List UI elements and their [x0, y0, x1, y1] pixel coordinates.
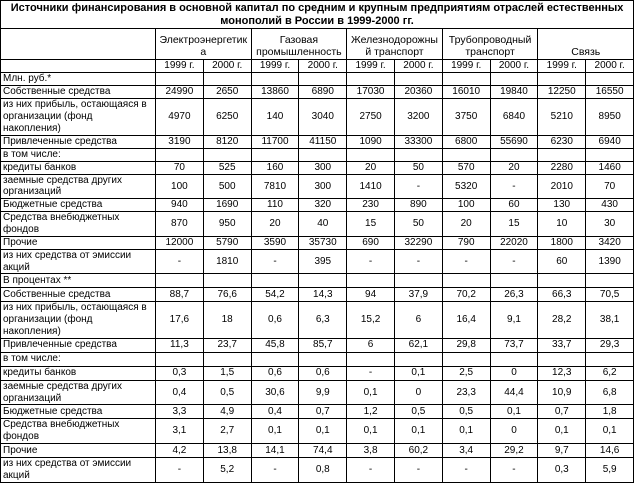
table-cell — [203, 148, 251, 161]
table-cell: 1800 — [538, 236, 586, 249]
table-cell: 1,2 — [347, 405, 395, 419]
year-header: 1999 г. — [347, 60, 395, 73]
table-cell: 0,1 — [442, 419, 490, 444]
section-header: Млн. руб.* — [1, 73, 156, 86]
table-cell: 2650 — [203, 86, 251, 99]
row-label: Прочие — [1, 236, 156, 249]
table-cell: 0,5 — [442, 405, 490, 419]
table-cell: 2750 — [347, 99, 395, 135]
table-cell: 3420 — [586, 236, 634, 249]
table-cell: 5,2 — [203, 458, 251, 483]
table-cell: 6,2 — [586, 366, 634, 380]
table-cell: 3040 — [299, 99, 347, 135]
table-cell: 30,6 — [251, 380, 299, 405]
table-cell: 66,3 — [538, 288, 586, 302]
table-cell: 6800 — [442, 135, 490, 148]
table-cell: - — [394, 458, 442, 483]
table-cell: 5790 — [203, 236, 251, 249]
table-cell: - — [442, 458, 490, 483]
row-label: Привлеченные средства — [1, 135, 156, 148]
table-cell: 320 — [299, 199, 347, 212]
table-cell: 29,2 — [490, 444, 538, 458]
table-cell: 300 — [299, 174, 347, 199]
table-cell: - — [490, 458, 538, 483]
table-cell: 41150 — [299, 135, 347, 148]
table-cell: 3,3 — [156, 405, 204, 419]
table-cell: - — [156, 458, 204, 483]
table-cell: 160 — [251, 161, 299, 174]
table-cell: 2,7 — [203, 419, 251, 444]
table-cell: 13860 — [251, 86, 299, 99]
table-cell: 14,3 — [299, 288, 347, 302]
table-cell: 20 — [442, 212, 490, 237]
table-cell: 9,9 — [299, 380, 347, 405]
year-header: 1999 г. — [538, 60, 586, 73]
table-row — [1, 161, 634, 174]
table-cell: 24990 — [156, 86, 204, 99]
table-row — [1, 86, 634, 99]
table-cell — [156, 352, 204, 366]
row-label: Привлеченные средства — [1, 338, 156, 352]
row-label: из них средства от эмиссии акций — [1, 249, 156, 274]
table-cell: 0 — [490, 419, 538, 444]
table-cell: 0,1 — [538, 419, 586, 444]
table-cell: 1090 — [347, 135, 395, 148]
table-cell: 6 — [394, 302, 442, 338]
table-cell — [586, 352, 634, 366]
table-cell: 0,1 — [490, 405, 538, 419]
row-label: в том числе: — [1, 148, 156, 161]
table-cell: 0,6 — [251, 302, 299, 338]
table-cell: - — [490, 249, 538, 274]
table-row — [1, 174, 634, 199]
table-cell — [156, 148, 204, 161]
table-cell: 0 — [490, 366, 538, 380]
empty-cell — [251, 274, 299, 288]
table-cell: 395 — [299, 249, 347, 274]
table-cell: 37,9 — [394, 288, 442, 302]
year-header: 2000 г. — [394, 60, 442, 73]
table-cell: 18 — [203, 302, 251, 338]
table-cell: - — [347, 249, 395, 274]
year-header: 1999 г. — [251, 60, 299, 73]
row-label: Бюджетные средства — [1, 199, 156, 212]
table-row — [1, 366, 634, 380]
year-header: 1999 г. — [442, 60, 490, 73]
table-cell: 15,2 — [347, 302, 395, 338]
table-cell: 23,7 — [203, 338, 251, 352]
table-cell: 6840 — [490, 99, 538, 135]
table-cell: 70,5 — [586, 288, 634, 302]
table-cell: 100 — [442, 199, 490, 212]
table-cell: 10 — [538, 212, 586, 237]
group-header-row — [1, 29, 634, 60]
row-label: в том числе: — [1, 352, 156, 366]
column-group-header-3: Трубопроводный транспорт — [442, 29, 538, 60]
empty-cell — [442, 274, 490, 288]
table-cell — [538, 352, 586, 366]
table-cell: 2,5 — [442, 366, 490, 380]
table-cell — [490, 352, 538, 366]
empty-cell — [203, 274, 251, 288]
row-label: Прочие — [1, 444, 156, 458]
row-label: Средства внебюджетных фондов — [1, 419, 156, 444]
row-label: из них прибыль, остающаяся в организации (фонд накопления) — [1, 302, 156, 338]
table-cell: 110 — [251, 199, 299, 212]
table-cell: 0,6 — [299, 366, 347, 380]
table-cell: 8950 — [586, 99, 634, 135]
empty-cell — [156, 274, 204, 288]
table-cell: 44,4 — [490, 380, 538, 405]
table-cell: 0,4 — [156, 380, 204, 405]
empty-cell — [299, 274, 347, 288]
table-row — [1, 236, 634, 249]
empty-cell — [299, 73, 347, 86]
table-cell: 60,2 — [394, 444, 442, 458]
table-cell: 0,1 — [299, 419, 347, 444]
table-row — [1, 135, 634, 148]
empty-cell — [394, 73, 442, 86]
table-cell: 20 — [251, 212, 299, 237]
table-cell — [442, 148, 490, 161]
table-cell: 14,1 — [251, 444, 299, 458]
table-cell: 130 — [538, 199, 586, 212]
table-cell: 22020 — [490, 236, 538, 249]
column-group-header-4: Связь — [538, 29, 634, 60]
table-cell: 0,1 — [347, 419, 395, 444]
section-header: В процентах ** — [1, 274, 156, 288]
empty-cell — [490, 73, 538, 86]
table-cell: 85,7 — [299, 338, 347, 352]
table-cell: 140 — [251, 99, 299, 135]
table-cell: 1810 — [203, 249, 251, 274]
table-cell: 20 — [347, 161, 395, 174]
table-cell — [442, 352, 490, 366]
table-cell: 2010 — [538, 174, 586, 199]
table-cell: 76,6 — [203, 288, 251, 302]
year-header: 1999 г. — [156, 60, 204, 73]
table-cell: - — [347, 458, 395, 483]
table-cell: 870 — [156, 212, 204, 237]
table-cell: 16010 — [442, 86, 490, 99]
table-cell: 9,1 — [490, 302, 538, 338]
table-cell: 62,1 — [394, 338, 442, 352]
table-row — [1, 405, 634, 419]
row-label: Собственные средства — [1, 288, 156, 302]
table-cell — [347, 352, 395, 366]
year-header: 2000 г. — [299, 60, 347, 73]
table-cell: - — [394, 249, 442, 274]
table-cell: 3,1 — [156, 419, 204, 444]
table-row — [1, 380, 634, 405]
row-label: Собственные средства — [1, 86, 156, 99]
table-cell: 4,2 — [156, 444, 204, 458]
table-row — [1, 338, 634, 352]
table-cell: 3190 — [156, 135, 204, 148]
table-cell: 12,3 — [538, 366, 586, 380]
table-row — [1, 302, 634, 338]
table-cell: 790 — [442, 236, 490, 249]
table-cell: 30 — [586, 212, 634, 237]
table-cell: 525 — [203, 161, 251, 174]
table-cell: 1690 — [203, 199, 251, 212]
table-cell: 11700 — [251, 135, 299, 148]
table-cell: 1410 — [347, 174, 395, 199]
table-cell: - — [251, 249, 299, 274]
table-cell: 300 — [299, 161, 347, 174]
table-cell — [251, 352, 299, 366]
table-cell: 5,9 — [586, 458, 634, 483]
table-cell — [347, 148, 395, 161]
table-cell: 0,6 — [251, 366, 299, 380]
table-cell: 60 — [538, 249, 586, 274]
table-body — [1, 73, 634, 482]
table-cell — [394, 148, 442, 161]
table-cell: 10,9 — [538, 380, 586, 405]
table-cell: 6250 — [203, 99, 251, 135]
table-cell: 7810 — [251, 174, 299, 199]
table-row — [1, 249, 634, 274]
table-cell: 15 — [490, 212, 538, 237]
table-cell: 690 — [347, 236, 395, 249]
table-cell: 32290 — [394, 236, 442, 249]
table-cell: 3200 — [394, 99, 442, 135]
table-cell: 29,3 — [586, 338, 634, 352]
table-cell: 16,4 — [442, 302, 490, 338]
table-cell: 0 — [394, 380, 442, 405]
table-cell: 60 — [490, 199, 538, 212]
table-cell: 3,8 — [347, 444, 395, 458]
table-cell: 6230 — [538, 135, 586, 148]
table-cell: 0,3 — [156, 366, 204, 380]
table-cell: 2280 — [538, 161, 586, 174]
corner-cell — [1, 29, 156, 60]
year-header-row — [1, 60, 634, 73]
table-cell — [538, 148, 586, 161]
table-cell: 16550 — [586, 86, 634, 99]
table-cell: 1,8 — [586, 405, 634, 419]
empty-cell — [203, 73, 251, 86]
table-cell: 1,5 — [203, 366, 251, 380]
table-cell: 94 — [347, 288, 395, 302]
table-cell — [490, 148, 538, 161]
empty-cell — [156, 73, 204, 86]
empty-cell — [538, 73, 586, 86]
table-row — [1, 99, 634, 135]
table-cell: 50 — [394, 161, 442, 174]
table-cell: 4,9 — [203, 405, 251, 419]
row-label: кредиты банков — [1, 366, 156, 380]
column-group-header-2: Железнодорожный транспорт — [347, 29, 443, 60]
row-label: из них прибыль, остающаяся в организации (фонд накопления) — [1, 99, 156, 135]
empty-cell — [394, 274, 442, 288]
table-cell: 500 — [203, 174, 251, 199]
table-cell: 13,8 — [203, 444, 251, 458]
table-cell: - — [156, 249, 204, 274]
table-cell: 11,3 — [156, 338, 204, 352]
empty-cell — [347, 73, 395, 86]
table-cell: 20360 — [394, 86, 442, 99]
row-label: Средства внебюджетных фондов — [1, 212, 156, 237]
table-cell: 70 — [586, 174, 634, 199]
section-header-row — [1, 274, 634, 288]
row-label: из них средства от эмиссии акций — [1, 458, 156, 483]
column-group-header-1: Газовая промышленность — [251, 29, 347, 60]
table-cell: 17,6 — [156, 302, 204, 338]
table-cell: 45,8 — [251, 338, 299, 352]
table-cell: 570 — [442, 161, 490, 174]
table-cell: 0,7 — [538, 405, 586, 419]
table-cell: 74,4 — [299, 444, 347, 458]
year-header: 2000 г. — [490, 60, 538, 73]
table-cell: - — [490, 174, 538, 199]
table-cell: 0,5 — [394, 405, 442, 419]
table-cell: 3750 — [442, 99, 490, 135]
table-cell: 6,8 — [586, 380, 634, 405]
table-cell: 50 — [394, 212, 442, 237]
table-cell: 1460 — [586, 161, 634, 174]
table-cell: 890 — [394, 199, 442, 212]
table-cell: 3,4 — [442, 444, 490, 458]
table-cell — [299, 352, 347, 366]
table-cell: - — [251, 458, 299, 483]
section-header-row — [1, 73, 634, 86]
table-cell — [394, 352, 442, 366]
table-row — [1, 199, 634, 212]
table-cell: 73,7 — [490, 338, 538, 352]
table-cell: - — [394, 174, 442, 199]
empty-cell — [586, 73, 634, 86]
row-label: Бюджетные средства — [1, 405, 156, 419]
table-cell: 0,1 — [394, 419, 442, 444]
table-cell: - — [347, 366, 395, 380]
table-cell: 0,1 — [394, 366, 442, 380]
corner-cell — [1, 60, 156, 73]
table-cell: 54,2 — [251, 288, 299, 302]
table-cell — [586, 148, 634, 161]
table-cell: 6890 — [299, 86, 347, 99]
table-cell: 4970 — [156, 99, 204, 135]
table-cell: 17030 — [347, 86, 395, 99]
empty-cell — [490, 274, 538, 288]
row-label: кредиты банков — [1, 161, 156, 174]
table-cell: 28,2 — [538, 302, 586, 338]
table-row — [1, 419, 634, 444]
table-cell: 1390 — [586, 249, 634, 274]
table-cell: 5210 — [538, 99, 586, 135]
table-cell: 8120 — [203, 135, 251, 148]
year-header: 2000 г. — [203, 60, 251, 73]
empty-cell — [251, 73, 299, 86]
table-row — [1, 212, 634, 237]
table-cell: 0,4 — [251, 405, 299, 419]
table-cell: 0,5 — [203, 380, 251, 405]
table-cell: 70 — [156, 161, 204, 174]
table-cell: 33300 — [394, 135, 442, 148]
table-cell: 33,7 — [538, 338, 586, 352]
table-cell — [251, 148, 299, 161]
table-cell: 940 — [156, 199, 204, 212]
row-label: заемные средства других организаций — [1, 380, 156, 405]
table-cell: 19840 — [490, 86, 538, 99]
table-cell: 12000 — [156, 236, 204, 249]
table-row — [1, 352, 634, 366]
table-cell: 70,2 — [442, 288, 490, 302]
table-cell: 0,3 — [538, 458, 586, 483]
table-cell: 950 — [203, 212, 251, 237]
table-cell: 100 — [156, 174, 204, 199]
table-cell: 55690 — [490, 135, 538, 148]
table-row — [1, 148, 634, 161]
table-cell: 5320 — [442, 174, 490, 199]
table-cell: 26,3 — [490, 288, 538, 302]
table-cell: 88,7 — [156, 288, 204, 302]
table-cell: 12250 — [538, 86, 586, 99]
table-cell: - — [442, 249, 490, 274]
table-cell: 35730 — [299, 236, 347, 249]
table-cell: 38,1 — [586, 302, 634, 338]
table-cell: 230 — [347, 199, 395, 212]
table-row — [1, 444, 634, 458]
empty-cell — [586, 274, 634, 288]
table-cell: 3590 — [251, 236, 299, 249]
empty-cell — [442, 73, 490, 86]
title-row — [1, 1, 634, 29]
table-cell: 23,3 — [442, 380, 490, 405]
table-cell: 0,1 — [586, 419, 634, 444]
table-cell: 0,8 — [299, 458, 347, 483]
year-header: 2000 г. — [586, 60, 634, 73]
table-cell: 29,8 — [442, 338, 490, 352]
column-group-header-0: Электроэнергетика — [156, 29, 252, 60]
table-cell: 40 — [299, 212, 347, 237]
table-cell: 0,1 — [347, 380, 395, 405]
empty-cell — [347, 274, 395, 288]
table-cell: 20 — [490, 161, 538, 174]
table-cell: 0,7 — [299, 405, 347, 419]
table-cell: 9,7 — [538, 444, 586, 458]
table-title: Источники финансирования в основной капитал по средним и крупным предприятиям отраслей естественных монополий в России в 1999-2000 гг. — [1, 1, 634, 29]
row-label: заемные средства других организаций — [1, 174, 156, 199]
table-cell: 430 — [586, 199, 634, 212]
table-cell — [299, 148, 347, 161]
table-cell: 0,1 — [251, 419, 299, 444]
table-cell: 6 — [347, 338, 395, 352]
table-row — [1, 458, 634, 483]
table-cell: 6,3 — [299, 302, 347, 338]
table-cell — [203, 352, 251, 366]
table-cell: 6940 — [586, 135, 634, 148]
table-cell: 14,6 — [586, 444, 634, 458]
empty-cell — [538, 274, 586, 288]
table-cell: 15 — [347, 212, 395, 237]
table-row — [1, 288, 634, 302]
